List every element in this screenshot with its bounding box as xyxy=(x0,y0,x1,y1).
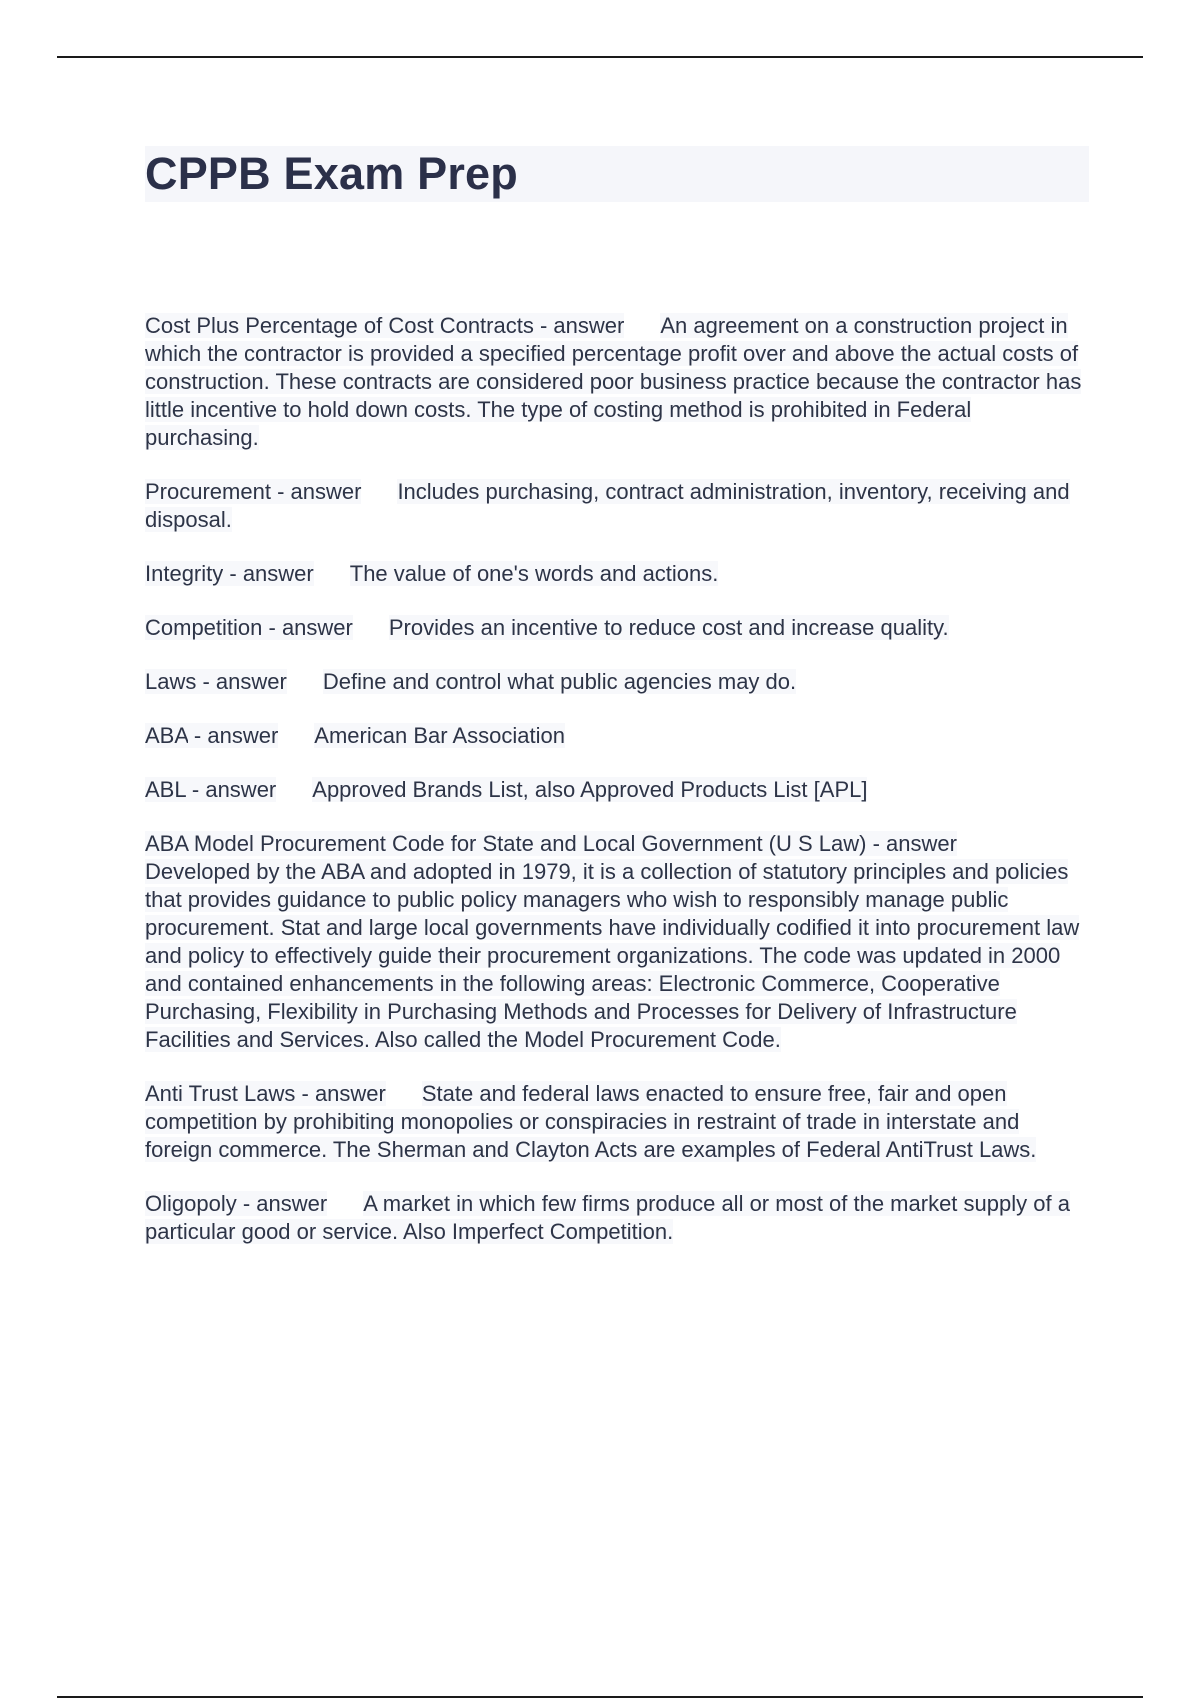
qa-separator: - answer xyxy=(533,313,625,338)
qa-definition: Provides an incentive to reduce cost and increase quality. xyxy=(388,615,949,640)
qa-entry xyxy=(145,830,1090,1054)
qa-definition: Includes purchasing, contract administration, inventory, receiving and disposal. xyxy=(145,479,1070,532)
qa-definition: Approved Brands List, also Approved Products List [APL] xyxy=(312,777,868,802)
top-rule xyxy=(57,56,1143,58)
qa-separator: - answer xyxy=(295,1081,386,1106)
qa-separator: - answer xyxy=(270,479,362,504)
qa-term: ABA Model Procurement Code for State and Local Government (U S Law) xyxy=(145,831,867,856)
qa-entry xyxy=(145,614,1090,642)
qa-term: Competition xyxy=(145,615,263,640)
qa-entry xyxy=(145,722,1090,750)
page-title: CPPB Exam Prep xyxy=(145,148,518,199)
qa-entry xyxy=(145,1190,1090,1246)
qa-list xyxy=(145,312,1090,1272)
qa-definition: The value of one's words and actions. xyxy=(349,561,719,586)
qa-term: Laws xyxy=(145,669,197,694)
qa-separator: - answer xyxy=(223,561,314,586)
qa-term: Oligopoly xyxy=(145,1191,237,1216)
bottom-rule xyxy=(57,1696,1143,1698)
qa-term: ABA xyxy=(145,723,188,748)
qa-definition: Developed by the ABA and adopted in 1979, it is a collection of statutory principles and policies that provides guidance to public policy managers who wish to responsibly manage public procurement. Stat and large local governments have individually codified it into procurement law and policy to effectively guide their procurement organizations. The code was updated in 2000 and contained enhancements in the following areas: Electronic Commerce, Cooperative Purchasing, Flexibility in Purchasing Methods and Processes for Delivery of Infrastructure Facilities and Services. Also called the Model Procurement Code. xyxy=(145,859,1080,1052)
qa-separator: - answer xyxy=(196,669,287,694)
qa-separator: - answer xyxy=(262,615,353,640)
qa-term: ABL xyxy=(145,777,186,802)
qa-entry xyxy=(145,312,1090,452)
qa-definition: Define and control what public agencies may do. xyxy=(322,669,797,694)
qa-separator: - answer xyxy=(866,831,957,856)
qa-definition: A market in which few firms produce all or most of the market supply of a particular good or service. Also Imperfect Competition. xyxy=(145,1191,1070,1244)
qa-separator: - answer xyxy=(185,777,277,802)
qa-separator: - answer xyxy=(236,1191,328,1216)
qa-definition: An agreement on a construction project in which the contractor is provided a specified percentage profit over and above the actual costs of construction. These contracts are considered poor business practice because the contractor has little incentive to hold down costs. The type of costing method is prohibited in Federal purchasing. xyxy=(145,313,1082,450)
qa-entry xyxy=(145,478,1090,534)
qa-entry xyxy=(145,668,1090,696)
qa-term: Procurement xyxy=(145,479,271,504)
qa-entry xyxy=(145,776,1090,804)
qa-term: Cost Plus Percentage of Cost Contracts xyxy=(145,313,534,338)
qa-definition: American Bar Association xyxy=(314,723,565,748)
qa-term: Anti Trust Laws xyxy=(145,1081,296,1106)
qa-entry xyxy=(145,560,1090,588)
qa-definition: State and federal laws enacted to ensure free, fair and open competition by prohibiting monopolies or conspiracies in restraint of trade in interstate and foreign commerce. The Sherman and Clayton Acts are examples of Federal AntiTrust Laws. xyxy=(145,1081,1037,1162)
qa-separator: - answer xyxy=(187,723,279,748)
qa-entry xyxy=(145,1080,1090,1164)
qa-term: Integrity xyxy=(145,561,224,586)
